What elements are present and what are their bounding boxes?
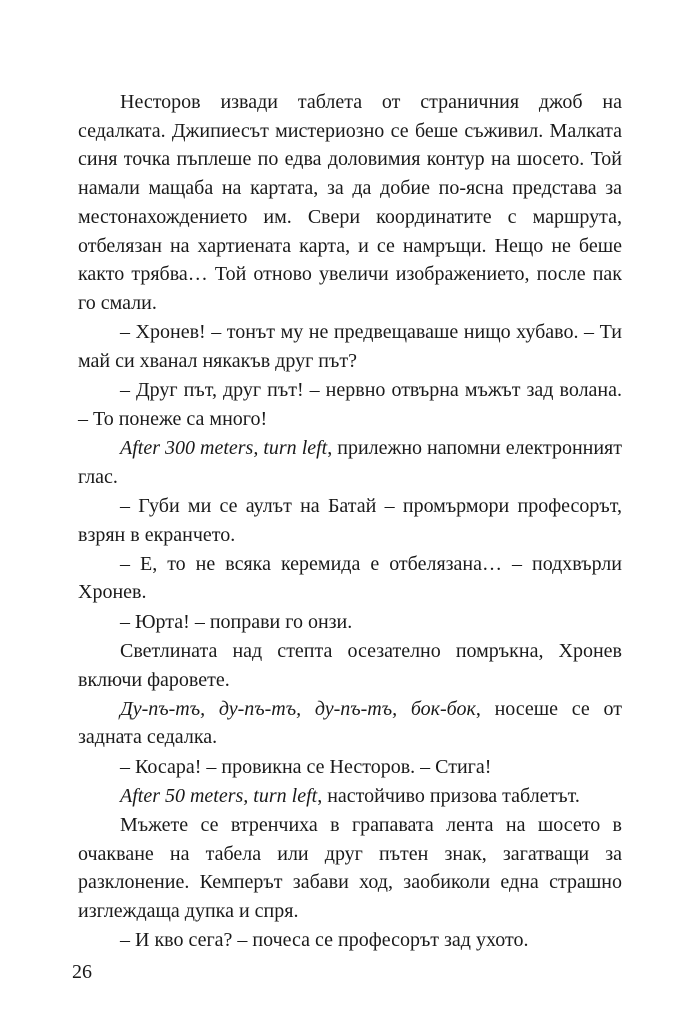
paragraph	[78, 492, 622, 549]
paragraph	[78, 434, 622, 491]
paragraph	[78, 88, 622, 318]
paragraph	[78, 608, 622, 637]
paragraph-text: – Е, то не всяка керемида е отбелязана… – подхвърли Хронев.	[78, 552, 622, 604]
sound-italic: Ду-пъ-тъ, ду-пъ-тъ, ду-пъ-тъ, бок-бок	[120, 697, 476, 720]
paragraph	[78, 811, 622, 926]
paragraph-text: – Друг път, друг път! – нервно отвърна мъжът зад волана. – То понеже са много!	[78, 379, 622, 430]
paragraph-text: , прилежно напомни електронният глас.	[78, 436, 622, 488]
paragraph-text: – Юрта! – поправи го онзи.	[120, 610, 353, 633]
body-text	[78, 88, 622, 955]
paragraph	[78, 695, 622, 752]
paragraph	[78, 376, 622, 433]
paragraph	[78, 782, 622, 811]
paragraph-text: – Хронев! – тонът му не предвещаваше нищо хубаво. – Ти май си хванал някакъв друг път?	[78, 321, 622, 372]
paragraph-text: Светлината над степта осезателно помръкна, Хронев включи фаровете.	[78, 639, 622, 691]
paragraph-text: Несторов извади таблета от страничния джоб на седалката. Джипиесът мистериозно се беше съживил. Малката синя точка пъплеше по едва доловимия контур на шосето. Той намали мащаба на картата, за да добие по-ясна представа за местонахождението им. Свери координатите с маршрута, отбелязан на хартиената карта, и се намръщи. Нещо не беше както трябва… Той отново увеличи изображението, после пак го смали.	[78, 91, 622, 314]
paragraph-text: , настойчиво призова таблетът.	[317, 784, 580, 807]
paragraph	[78, 753, 622, 782]
paragraph	[78, 318, 622, 375]
page-number: 26	[72, 961, 92, 983]
gps-voice-italic: After 50 meters, turn left	[120, 784, 318, 807]
gps-voice-italic: After 300 meters, turn left	[120, 436, 328, 459]
paragraph-text: – И кво сега? – почеса се професорът зад ухото.	[120, 929, 529, 952]
paragraph	[78, 550, 622, 607]
paragraph	[78, 637, 622, 694]
paragraph-text: , носеше се от задната седалка.	[78, 697, 622, 749]
paragraph-text: – Косара! – провикна се Несторов. – Стига!	[120, 755, 492, 778]
paragraph-text: Мъжете се втренчиха в грапавата лента на шосето в очакване на табела или друг пътен знак, загатващи за разклонение. Кемперът забави ход, заобиколи една страшно изглеждаща дупка и спря.	[78, 814, 622, 923]
paragraph	[78, 926, 622, 955]
paragraph-text: – Губи ми се аулът на Батай – промърмори професорът, взрян в екранчето.	[78, 494, 622, 546]
